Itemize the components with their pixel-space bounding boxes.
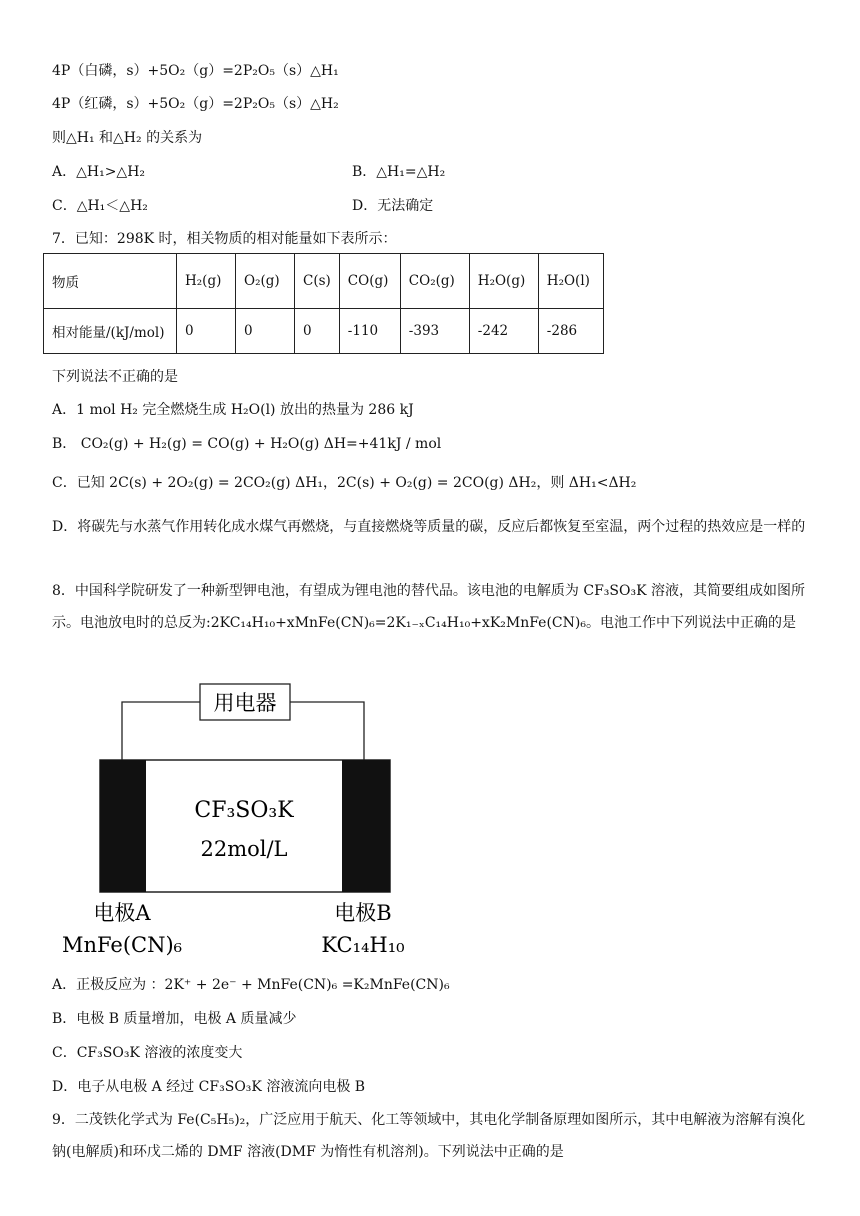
equation-white-phosphorus: 4P（白磷，s）+5O₂（g）=2P₂O₅（s）△H₁ [52, 63, 339, 79]
table-cell: H₂O(g) [469, 254, 538, 309]
battery-diagram [60, 676, 420, 961]
table-cell: 0 [295, 309, 340, 354]
q9-stem: 9．二茂铁化学式为 Fe(C₅H₅)₂，广泛应用于航天、化工等领域中，其电化学制备原理如图所示，其中电解液为溶解有溴化钠(电解质)和环戊二烯的 DMF 溶液(DMF 为惰性有机溶剂)。下列说法中正确的是 [52, 1112, 806, 1160]
q7-option-b: B． CO₂(g) + H₂(g) = CO(g) + H₂O(g) ΔH=+41kJ / mol [52, 436, 442, 452]
table-cell: 0 [177, 309, 236, 354]
q7-option-c: C．已知 2C(s) + 2O₂(g) = 2CO₂(g) ΔH₁，2C(s) + O₂(g) = 2CO(g) ΔH₂，则 ΔH₁<ΔH₂ [52, 475, 637, 491]
q6-option-d: D．无法确定 [352, 198, 434, 214]
electrode-b-label: 电极B [334, 901, 392, 925]
q6-option-b: B．△H₁=△H₂ [352, 164, 446, 180]
table-cell: H₂(g) [177, 254, 236, 309]
concentration-label: 22mol/L [200, 837, 288, 861]
wire-left [122, 702, 200, 760]
q8-option-d: D．电子从电极 A 经过 CF₃SO₃K 溶液流向电极 B [52, 1079, 366, 1095]
q7-option-d: D．将碳先与水蒸气作用转化成水煤气再燃烧，与直接燃烧等质量的碳，反应后都恢复至室温，两个过程的热效应是一样的 [52, 519, 806, 535]
electrode-a-material: MnFe(CN)₆ [61, 933, 183, 957]
table-cell: -110 [339, 309, 400, 354]
electrode-a [100, 760, 146, 892]
q7-stem: 7．已知：298K 时，相关物质的相对能量如下表所示： [52, 231, 397, 247]
q6-option-a: A．△H₁>△H₂ [52, 164, 146, 180]
q8-option-a: A．正极反应为 ：2K⁺ + 2e⁻ + MnFe(CN)₆ =K₂MnFe(CN)₆ [52, 977, 450, 993]
q8-stem: 8．中国科学院研发了一种新型钾电池，有望成为锂电池的替代品。该电池的电解质为 CF₃SO₃K 溶液，其简要组成如图所示。电池放电时的总反为:2KC₁₄H₁₀+xMnFe(CN)₆=2K₁₋ₓC₁₄H₁₀+xK₂MnFe(CN)₆。电池工作中下列说法中正确的是 [52, 583, 805, 631]
table-cell: CO₂(g) [400, 254, 469, 309]
table-cell: C(s) [295, 254, 340, 309]
wire-right [290, 702, 364, 760]
q7-subquestion: 下列说法不正确的是 [52, 369, 178, 385]
q6-option-c: C．△H₁＜△H₂ [52, 198, 148, 214]
electrode-b [342, 760, 390, 892]
q8-option-c: C．CF₃SO₃K 溶液的浓度变大 [52, 1045, 243, 1061]
table-cell: H₂O(l) [538, 254, 603, 309]
q6-stem: 则△H₁ 和△H₂ 的关系为 [52, 130, 203, 146]
electrode-b-material: KC₁₄H₁₀ [321, 933, 405, 957]
table-header-row [44, 254, 604, 309]
table-cell: 物质 [44, 254, 177, 309]
electrolyte-label: CF₃SO₃K [194, 798, 294, 823]
table-cell: CO(g) [339, 254, 400, 309]
table-cell: -242 [469, 309, 538, 354]
table-row [44, 309, 604, 354]
electrode-a-label: 电极A [93, 901, 151, 925]
equation-red-phosphorus: 4P（红磷，s）+5O₂（g）=2P₂O₅（s）△H₂ [52, 96, 339, 112]
table-cell: -286 [538, 309, 603, 354]
device-label: 用电器 [213, 691, 277, 715]
table-cell: O₂(g) [236, 254, 295, 309]
q7-option-a: A．1 mol H₂ 完全燃烧生成 H₂O(l) 放出的热量为 286 kJ [52, 402, 414, 418]
table-cell: -393 [400, 309, 469, 354]
q8-option-b: B．电极 B 质量增加，电极 A 质量减少 [52, 1011, 297, 1027]
energy-table [43, 253, 604, 354]
table-cell: 相对能量/(kJ/mol) [44, 309, 177, 354]
table-cell: 0 [236, 309, 295, 354]
